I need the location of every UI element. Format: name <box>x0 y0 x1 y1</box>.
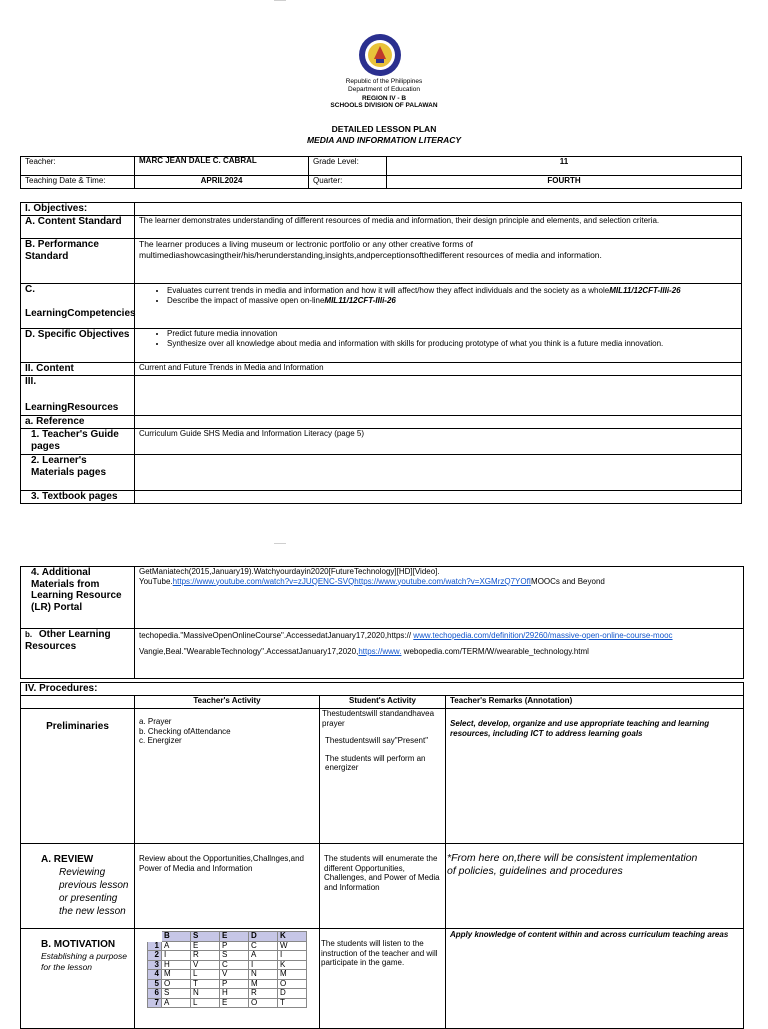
puzzle-cell: P <box>220 979 249 989</box>
other-resources-cell <box>135 629 744 679</box>
review-label: A. REVIEW <box>41 854 94 865</box>
puzzle-cell: T <box>191 979 220 989</box>
review-remarks <box>446 844 744 929</box>
puzzle-cell: M <box>162 970 191 980</box>
student-activity-header: Student's Activity <box>320 696 446 709</box>
puzzle-cell: R <box>249 989 278 999</box>
puzzle-row-number: 7 <box>148 998 162 1008</box>
header-republic: Republic of the Philippines <box>345 78 423 85</box>
motivation-teacher-cell <box>135 929 320 1029</box>
review-sublabel: Reviewing previous lesson or presenting the new lesson <box>59 866 129 917</box>
prelim-student-text: Thestudentswill standandhavea prayer <box>322 709 435 728</box>
motivation-label-cell <box>21 929 135 1029</box>
puzzle-cell: O <box>278 979 307 989</box>
prelim-item: c. Energizer <box>139 736 182 745</box>
subject-title: MEDIA AND INFORMATION LITERACY <box>306 135 462 145</box>
prelim-item: a. Prayer <box>139 717 172 726</box>
teachers-guide-text: Curriculum Guide SHS Media and Information Literacy (page 5) <box>135 429 742 455</box>
review-student-text: The students will enumerate the different Opportunities, Challenges, and Power of Media and Information <box>320 844 446 929</box>
resources-title: LearningResources <box>25 401 119 413</box>
preliminaries-label: Preliminaries <box>21 709 135 844</box>
textbook-pages-label: 3. Textbook pages <box>21 491 135 504</box>
doc-title: DETAILED LESSON PLAN <box>331 124 437 134</box>
motivation-label: B. MOTIVATION <box>41 939 116 950</box>
puzzle-header: S <box>191 932 220 942</box>
preliminaries-student-cell <box>320 709 446 844</box>
specific-objective-item: • Synthesize over all knowledge about media and information with skills for producing prototype of what you think is a future media innovation. <box>167 339 737 349</box>
other-resources-letter: b. <box>25 630 33 639</box>
puzzle-cell: T <box>278 998 307 1008</box>
puzzle-cell: L <box>191 998 220 1008</box>
additional-materials-prefix: YouTube. <box>139 576 173 586</box>
header-region: REGION IV - B <box>361 95 407 102</box>
remarks-header: Teacher's Remarks (Annotation) <box>446 696 744 709</box>
teacher-label: Teacher: <box>21 157 135 176</box>
puzzle-cell: H <box>162 960 191 970</box>
additional-materials-suffix: MOOCs and Beyond <box>531 576 605 586</box>
competency-text: Evaluates current trends in media and information and how it will affect/how they affect individuals and the society as a whole <box>167 286 610 295</box>
header-department: Department of Education <box>348 86 420 93</box>
motivation-remarks: Apply knowledge of content within and across curriculum teaching areas <box>446 929 744 1029</box>
prelim-student-text: Thestudentswill say"Present" <box>325 736 429 745</box>
competency-code: MIL11/12CFT-IIIi-26 <box>324 295 396 305</box>
preliminaries-teacher-cell <box>135 709 320 844</box>
word-puzzle-grid <box>147 931 307 1008</box>
content-text: Current and Future Trends in Media and Information <box>135 363 742 376</box>
puzzle-header: K <box>278 932 307 942</box>
puzzle-row-number: 5 <box>148 979 162 989</box>
puzzle-cell: M <box>278 970 307 980</box>
quarter-label: Quarter: <box>309 176 387 189</box>
lesson-plan-table <box>20 202 742 504</box>
performance-standard-label: B. Performance Standard <box>21 239 135 284</box>
puzzle-cell: S <box>162 989 191 999</box>
puzzle-cell: D <box>278 989 307 999</box>
puzzle-cell: P <box>220 941 249 951</box>
webopedia-link[interactable]: https://www. <box>358 646 402 656</box>
puzzle-cell: N <box>191 989 220 999</box>
puzzle-row-number: 3 <box>148 960 162 970</box>
resources-roman: III. <box>25 376 37 387</box>
other-resources-title: Other Learning Resources <box>25 629 111 652</box>
other-resources-text: techopedia."MassiveOpenOnlineCourse".AccessedatJanuary17,2020,https:// <box>139 631 414 640</box>
content-standard-text: The learner demonstrates understanding of different resources of media and information, their design principle and elements, and selection criteria. <box>135 216 742 239</box>
empty-cell <box>135 203 742 216</box>
specific-objectives-cell <box>135 329 742 363</box>
empty-cell <box>135 491 742 504</box>
additional-materials-text: GetManiatech(2015,January19).Watchyourdayin2020[FutureTechnology][HD][Video]. <box>139 567 440 576</box>
puzzle-cell: O <box>162 979 191 989</box>
procedures-table <box>20 682 744 1029</box>
additional-materials-label: 4. Additional Materials from Learning Resource (LR) Portal <box>21 567 135 629</box>
puzzle-row-number: 2 <box>148 951 162 961</box>
puzzle-header: D <box>249 932 278 942</box>
puzzle-cell: L <box>191 970 220 980</box>
deped-seal-logo <box>352 32 408 78</box>
competencies-letter: C. <box>25 284 35 295</box>
grade-label: Grade Level: <box>309 157 387 176</box>
specific-objectives-label: D. Specific Objectives <box>21 329 135 363</box>
puzzle-row-number: 6 <box>148 989 162 999</box>
motivation-sublabel: Establishing a purpose for the lesson <box>41 950 128 972</box>
teachers-guide-label: 1. Teacher's Guide pages <box>21 429 135 455</box>
puzzle-cell: M <box>249 979 278 989</box>
puzzle-cell: V <box>191 960 220 970</box>
teacher-info-table <box>20 156 742 189</box>
other-resources-line <box>139 647 739 657</box>
page-divider <box>274 0 286 1</box>
puzzle-cell: E <box>220 998 249 1008</box>
puzzle-cell: A <box>162 998 191 1008</box>
competencies-title: LearningCompetencies <box>25 307 136 319</box>
teacher-activity-header: Teacher's Activity <box>135 696 320 709</box>
puzzle-row-number: 4 <box>148 970 162 980</box>
puzzle-row-number: 1 <box>148 941 162 951</box>
motivation-student-text: The students will listen to the instruction of the teacher and will participate in the game. <box>320 929 446 1029</box>
competencies-cell <box>135 284 742 329</box>
puzzle-cell: I <box>278 951 307 961</box>
puzzle-cell: A <box>162 941 191 951</box>
content-label: II. Content <box>21 363 135 376</box>
specific-objective-item: • Predict future media innovation <box>167 329 737 339</box>
competency-item <box>167 286 737 296</box>
empty-cell <box>21 696 135 709</box>
puzzle-header: B <box>162 932 191 942</box>
competencies-label <box>21 284 135 329</box>
competency-code: MIL11/12CFT-IIIi-26 <box>609 286 681 295</box>
review-teacher-text: Review about the Opportunities,Challnges,and Power of Media and Information <box>135 844 320 929</box>
page-divider <box>274 543 286 544</box>
resources-table-continued <box>20 566 744 679</box>
quarter-value: FOURTH <box>387 176 742 189</box>
empty-cell <box>135 376 742 416</box>
puzzle-cell: C <box>220 960 249 970</box>
review-remarks-line: of policies, guidelines and procedures <box>447 864 623 877</box>
objectives-heading: I. Objectives: <box>21 203 135 216</box>
competency-item <box>167 296 737 306</box>
puzzle-cell: E <box>191 941 220 951</box>
techopedia-link[interactable]: www.techopedia.com/definition/29260/massive-open-online-course-mooc <box>413 631 673 640</box>
other-resources-line <box>139 631 739 641</box>
learning-resources-label <box>21 376 135 416</box>
review-label-cell <box>21 844 135 929</box>
puzzle-cell: R <box>191 951 220 961</box>
puzzle-cell: K <box>278 960 307 970</box>
review-remarks-line: *From here on,there will be consistent implementation <box>447 852 698 864</box>
other-resources-text: Vangie,Beal."WearableTechnology".AccessatJanuary17,2020, <box>139 646 359 656</box>
learners-materials-label: 2. Learner's Materials pages <box>21 455 135 491</box>
content-standard-label: A. Content Standard <box>21 216 135 239</box>
puzzle-cell: V <box>220 970 249 980</box>
empty-cell <box>135 416 742 429</box>
prelim-item: b. Checking ofAttendance <box>139 726 231 736</box>
header-division: SCHOOLS DIVISION OF PALAWAN <box>330 102 438 109</box>
other-resources-text: webopedia.com/TERM/W/wearable_technology.html <box>401 646 589 656</box>
prelim-student-text: The students will perform an energizer <box>325 753 426 772</box>
puzzle-cell: O <box>249 998 278 1008</box>
puzzle-corner <box>148 932 162 942</box>
teacher-value: MARC JEAN DALE C. CABRAL <box>135 157 309 176</box>
empty-cell <box>135 455 742 491</box>
additional-materials-cell <box>135 567 744 629</box>
competency-text: Describe the impact of massive open on-line <box>167 295 325 305</box>
puzzle-cell: H <box>220 989 249 999</box>
date-label: Teaching Date & Time: <box>21 176 135 189</box>
puzzle-cell: I <box>162 951 191 961</box>
youtube-link[interactable]: https://www.youtube.com/watch?v=zJUQENC-SVQhttps://www.youtube.com/watch?v=XGMrzQ7YOfI <box>172 576 532 586</box>
puzzle-cell: N <box>249 970 278 980</box>
puzzle-header: E <box>220 932 249 942</box>
puzzle-cell: S <box>220 951 249 961</box>
additional-materials-line <box>139 577 739 587</box>
reference-label: a. Reference <box>21 416 135 429</box>
puzzle-cell: I <box>249 960 278 970</box>
other-resources-label <box>21 629 135 679</box>
puzzle-cell: A <box>249 951 278 961</box>
puzzle-cell: C <box>249 941 278 951</box>
preliminaries-remarks: Select, develop, organize and use appropriate teaching and learning resources, including ICT to address learning goals <box>446 709 744 844</box>
procedures-heading: IV. Procedures: <box>21 683 744 696</box>
grade-value: 11 <box>387 157 742 176</box>
puzzle-cell: W <box>278 941 307 951</box>
date-value: APRIL2024 <box>135 176 309 189</box>
performance-standard-text: The learner produces a living museum or lectronic portfolio or any other creative forms of multimediashowcasingtheir/his/herunderstanding,insights,andperceptionsofthedifferent resources of media and information. <box>135 239 742 284</box>
